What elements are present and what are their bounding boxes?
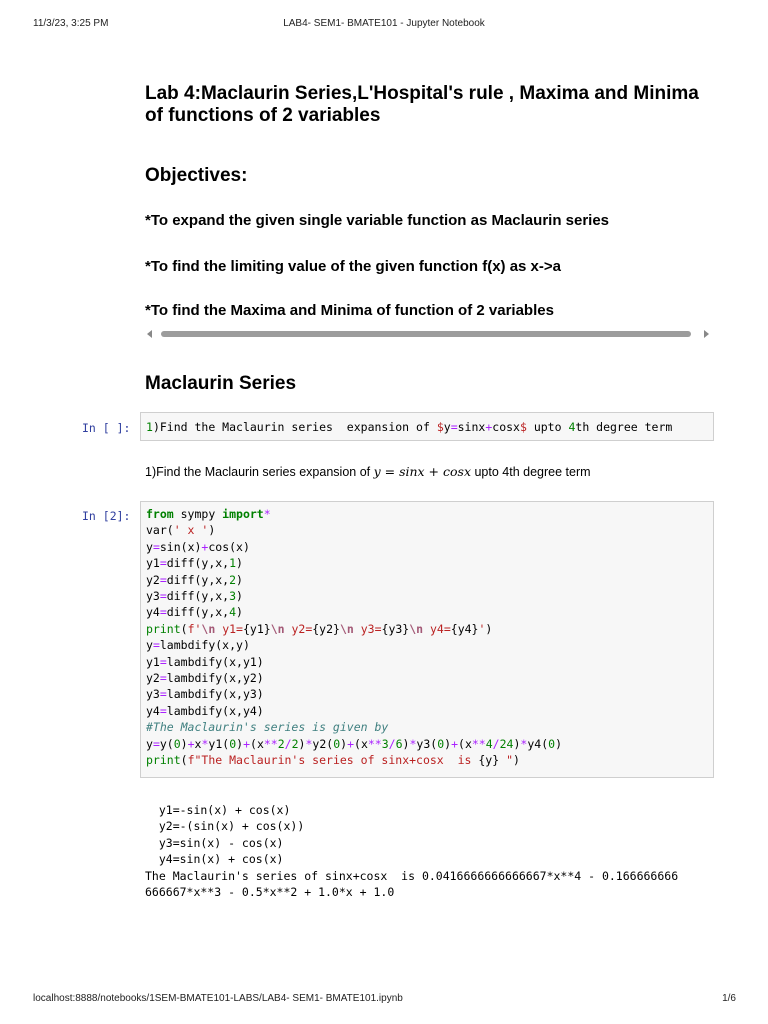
scroll-left-arrow-icon[interactable] (147, 330, 152, 338)
print-header (0, 18, 768, 32)
cell-prompt: In [2]: (82, 509, 131, 523)
print-datetime: 11/3/23, 3:25 PM (33, 18, 109, 29)
markdown-cell-editor[interactable] (140, 412, 714, 441)
objective-item: *To find the Maxima and Minima of function of 2 variables (145, 302, 554, 319)
objective-item: *To find the limiting value of the given function f(x) as x->a (145, 258, 562, 275)
rendered-math: y = sinx + cosx (373, 464, 471, 479)
print-footer (0, 993, 768, 1007)
notebook-title: Lab 4:Maclaurin Series,L'Hospital's rule , Maxima and Minima of functions of 2 variables (145, 83, 699, 126)
rendered-text-suffix: upto 4th degree term (471, 465, 591, 479)
objective-item: *To expand the given single variable function as Maclaurin series (145, 212, 610, 229)
cell-output: y1=-sin(x) + cos(x) y2=-(sin(x) + cos(x)) y3=sin(x) - cos(x) y4=sin(x) + cos(x) The Maclaurin's series of sinx+cosx is 0.0416666666666667*x**4 - 0.166666666 666667*x**3 - 0.5*x**2 + 1.0*x + 1.0 (145, 803, 679, 900)
print-page-number: 1/6 (722, 993, 736, 1004)
print-url: localhost:8888/notebooks/1SEM-BMATE101-LABS/LAB4- SEM1- BMATE101.ipynb (33, 993, 403, 1004)
code-source[interactable]: from sympy import* var(' x ') y=sin(x)+cos(x) y1=diff(y,x,1) y2=diff(y,x,2) y3=diff(y,x,3) y4=diff(y,x,4) print(f'\n y1={y1}\n y2={y2}\n y3={y3}\n y4={y4}') y=lambdify(x,y) y1=lambdify(x,y1) y2=lambdify(x,y2) y3=lambdify(x,y3) y4=lambdify(x,y4) #The Maclaurin's series is given by y=y(0)+x*y1(0)+(x**2/2)*y2(0)+(x**3/6)*y3(0)+(x**4/24)*y4(0) print(f"The Maclaurin's series of sinx+cosx is {y} ") (146, 507, 562, 768)
scrollbar-thumb[interactable] (161, 331, 691, 337)
scroll-right-arrow-icon[interactable] (704, 330, 709, 338)
rendered-text-prefix: 1)Find the Maclaurin series expansion of (145, 465, 374, 479)
objectives-heading: Objectives: (145, 165, 248, 186)
markdown-source[interactable]: 1)Find the Maclaurin series expansion of $y=sinx+cosx$ upto 4th degree term (146, 420, 673, 434)
print-doc-title: LAB4- SEM1- BMATE101 - Jupyter Notebook (283, 18, 485, 29)
horizontal-scrollbar[interactable] (145, 328, 711, 340)
cell-prompt: In [ ]: (82, 421, 131, 435)
rendered-markdown (145, 464, 591, 479)
code-cell-editor[interactable] (140, 501, 714, 778)
section-heading: Maclaurin Series (145, 373, 297, 394)
